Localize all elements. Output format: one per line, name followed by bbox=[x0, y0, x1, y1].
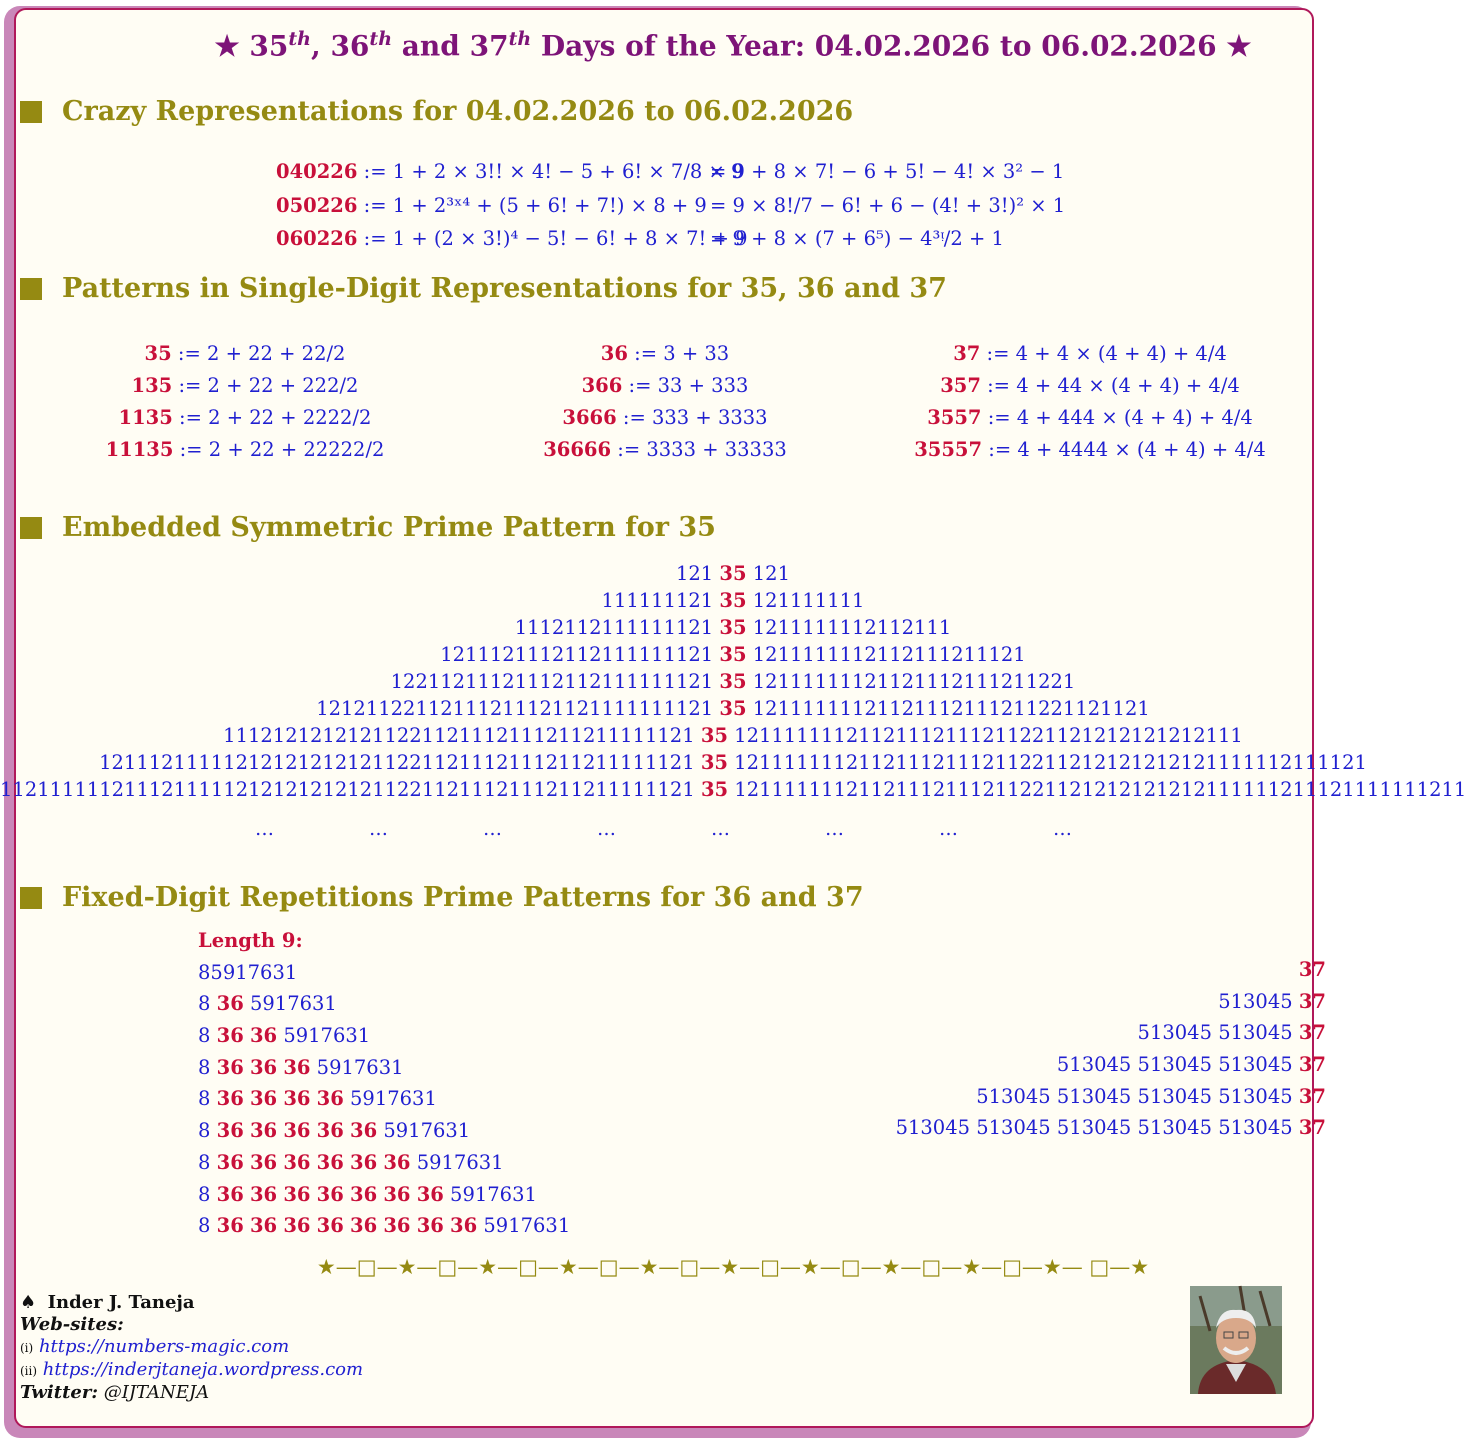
pattern-row: 8 36 36 36 36 5917631 bbox=[198, 1087, 437, 1111]
embedded-row: 11211111121112111112121212121211221121112111211211111121 35 12111111121121112111211221121212121212111111211121111111211 bbox=[0, 778, 1466, 801]
pattern-row: 8 36 36 36 36 36 5917631 bbox=[198, 1119, 471, 1143]
pattern-row: 8 36 36 36 36 36 36 5917631 bbox=[198, 1150, 504, 1174]
pattern-row: 36 := 3 + 33 bbox=[600, 342, 730, 365]
embedded-row: 121 35 121 bbox=[675, 562, 790, 585]
pattern-row: 513045 513045 513045 513045 513045 37 bbox=[895, 1116, 1326, 1140]
pattern-column-36 bbox=[520, 338, 810, 466]
pattern-row: 35557 := 4 + 4444 × (4 + 4) + 4/4 bbox=[914, 438, 1266, 461]
twitter-handle[interactable]: @IJTANEJA bbox=[103, 1382, 210, 1403]
crazy-row-rhs: = 9 × 8!/7 − 6! + 6 − (4! + 3!)² × 1 bbox=[710, 194, 1066, 217]
pattern-column-37 bbox=[900, 338, 1280, 466]
pattern-row: 513045 513045 513045 513045 37 bbox=[976, 1084, 1326, 1108]
pattern-row: 3557 := 4 + 444 × (4 + 4) + 4/4 bbox=[927, 406, 1253, 429]
pattern-row: 35 := 2 + 22 + 22/2 bbox=[144, 342, 346, 365]
section-heading-fixed: Fixed-Digit Repetitions Prime Patterns for 36 and 37 bbox=[20, 882, 864, 913]
embedded-row: 11121212121211221121112111211211111121 35 12111111121121112111211221121212121212111 bbox=[223, 724, 1243, 747]
website-link-1[interactable]: https://numbers-magic.com bbox=[38, 1336, 290, 1357]
pattern-row: 8 36 36 36 36 36 36 36 36 5917631 bbox=[198, 1214, 571, 1238]
embedded-row: 1211121112112111111121 35 1211111112112111211121 bbox=[440, 643, 1026, 666]
star-divider: ★—□—★—□—★—□—★—□—★—□—★—□—★—□—★—□—★—□—★— □—★ bbox=[316, 1255, 1150, 1279]
pattern-row: 37 bbox=[1298, 958, 1326, 981]
embedded-row: 121112111112121212121211221121112111211211111121 35 121111111211211121112112211212121212121111112111121 bbox=[99, 751, 1367, 774]
section-heading-crazy: Crazy Representations for 04.02.2026 to 06.02.2026 bbox=[20, 96, 853, 127]
star-icon: ★ bbox=[1226, 29, 1252, 63]
spade-icon: ♠ bbox=[20, 1292, 37, 1313]
section-heading-embedded: Embedded Symmetric Prime Pattern for 35 bbox=[20, 512, 716, 543]
pattern-row: 11135 := 2 + 22 + 22222/2 bbox=[105, 438, 385, 461]
pattern-37-list bbox=[896, 954, 1326, 1144]
crazy-row: 040226 := 1 + 2 × 3!! × 4! − 5 + 6! × 7/8 × 9 bbox=[276, 160, 744, 183]
embedded-pattern bbox=[0, 560, 1466, 803]
pattern-row: 8 36 5917631 bbox=[198, 992, 337, 1016]
ellipsis: … bbox=[939, 818, 958, 840]
ellipsis: … bbox=[255, 818, 274, 840]
crazy-row-rhs: = 9 + 8 × (7 + 6⁵) − 4³ᵎ/2 + 1 bbox=[710, 227, 1004, 250]
pattern-row: 8 36 36 36 36 36 36 36 5917631 bbox=[198, 1182, 537, 1206]
author-photo bbox=[1190, 1286, 1282, 1394]
star-icon: ★ bbox=[214, 29, 240, 63]
embedded-row: 12211211121112112111111121 35 12111111121121112111211221 bbox=[390, 670, 1076, 693]
ellipsis: … bbox=[825, 818, 844, 840]
pattern-row: 85917631 bbox=[198, 960, 298, 984]
square-bullet-icon bbox=[20, 278, 42, 300]
pattern-row: 366 := 33 + 333 bbox=[581, 374, 749, 397]
pattern-row: 1135 := 2 + 22 + 2222/2 bbox=[118, 406, 372, 429]
square-bullet-icon bbox=[20, 517, 42, 539]
square-bullet-icon bbox=[20, 887, 42, 909]
website-link-2[interactable]: https://inderjtaneja.wordpress.com bbox=[42, 1359, 364, 1380]
ellipsis: … bbox=[1053, 818, 1072, 840]
pattern-column-35 bbox=[100, 338, 390, 466]
ellipsis: … bbox=[369, 818, 388, 840]
pattern-row: 8 36 36 36 5917631 bbox=[198, 1055, 404, 1079]
embedded-row: 1112112111111121 35 1211111112112111 bbox=[514, 616, 952, 639]
pattern-row: 513045 513045 513045 37 bbox=[1056, 1053, 1326, 1077]
pattern-row: 135 := 2 + 22 + 222/2 bbox=[131, 374, 359, 397]
page-title: ★ 35th, 36th and 37th Days of the Year: 04.02.2026 to 06.02.2026 ★ bbox=[214, 28, 1252, 63]
ellipsis: … bbox=[711, 818, 730, 840]
square-bullet-icon bbox=[20, 101, 42, 123]
pattern-row: 36666 := 3333 + 33333 bbox=[543, 438, 787, 461]
pattern-row: 513045 513045 37 bbox=[1137, 1021, 1326, 1045]
twitter-label: Twitter: bbox=[20, 1382, 98, 1403]
ellipsis: … bbox=[483, 818, 502, 840]
pattern-36-list bbox=[198, 925, 570, 1242]
crazy-row-rhs: = 9 + 8 × 7! − 6 + 5! − 4! × 3² − 1 bbox=[710, 160, 1065, 183]
crazy-row: 050226 := 1 + 2³ˣ⁴ + (5 + 6! + 7!) × 8 + 9 bbox=[276, 194, 707, 217]
embedded-row: 12121122112111211121121111111121 35 12111111121121112111211221121121 bbox=[316, 697, 1150, 720]
ellipsis: … bbox=[597, 818, 616, 840]
length-label: Length 9: bbox=[198, 929, 303, 952]
pattern-row: 513045 37 bbox=[1218, 989, 1326, 1013]
embedded-row: 111111121 35 121111111 bbox=[601, 589, 865, 612]
section-heading-patterns: Patterns in Single-Digit Representations for 35, 36 and 37 bbox=[20, 273, 947, 304]
websites-label: Web-sites: bbox=[20, 1314, 124, 1335]
pattern-row: 37 := 4 + 4 × (4 + 4) + 4/4 bbox=[953, 342, 1227, 365]
pattern-row: 8 36 36 5917631 bbox=[198, 1024, 371, 1048]
pattern-row: 357 := 4 + 44 × (4 + 4) + 4/4 bbox=[940, 374, 1240, 397]
pattern-row: 3666 := 333 + 3333 bbox=[562, 406, 768, 429]
author-block: ♠ Inder J. Taneja Web-sites: (i) https://numbers-magic.com (ii) https://inderjtaneja.wordpress.com Twitter: @IJTANEJA bbox=[20, 1292, 364, 1403]
author-name: Inder J. Taneja bbox=[47, 1292, 195, 1313]
crazy-row: 060226 := 1 + (2 × 3!)⁴ − 5! − 6! + 8 × 7! + 9 bbox=[276, 227, 748, 250]
